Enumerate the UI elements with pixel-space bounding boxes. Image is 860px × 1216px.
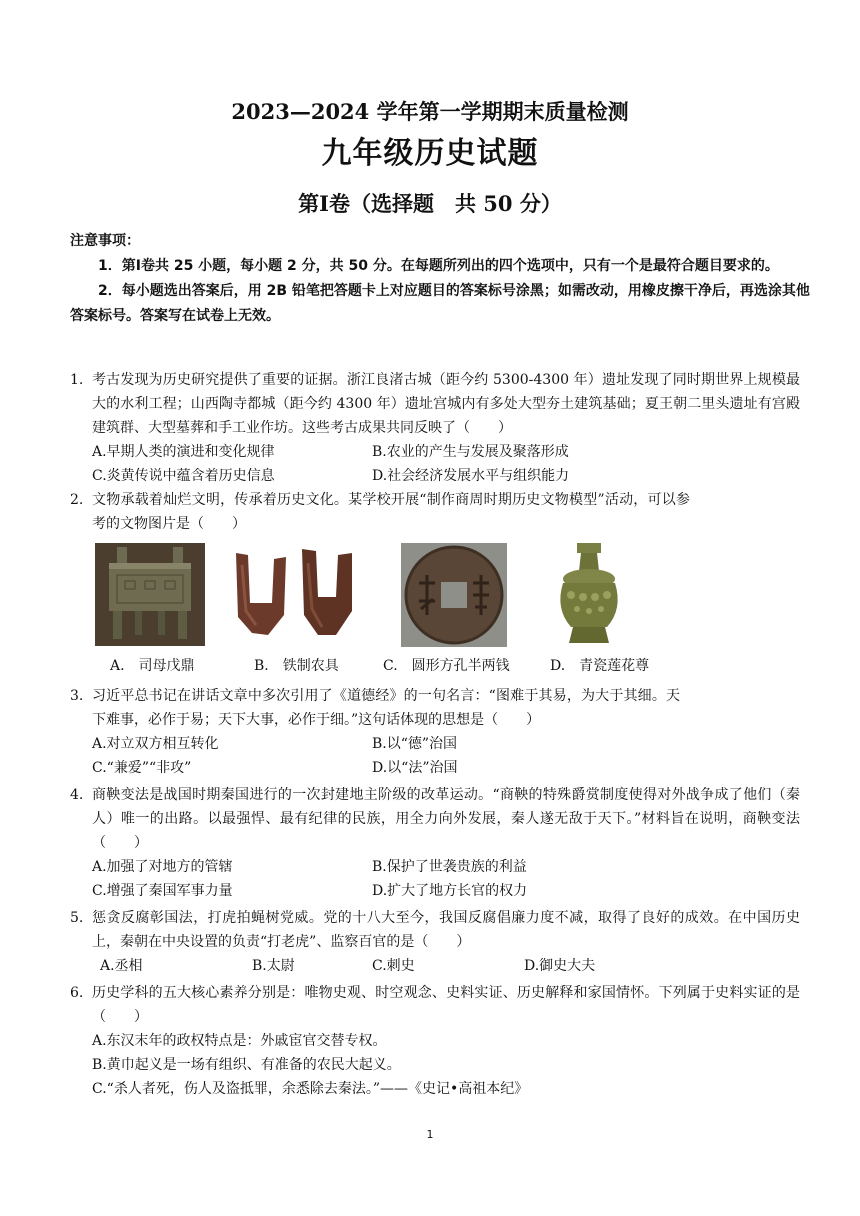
option-d: D.以“法”治国 [372, 760, 458, 776]
question-stem: 惩贪反腐彰国法，打虎拍蝇树党威。党的十八大至今，我国反腐倡廉力度不减，取得了良好的成效。在中国历史上，秦朝在中央设置的负责“打老虎”、监察百官的是（ ） [92, 910, 800, 950]
option-d: D.扩大了地方长官的权力 [372, 883, 528, 899]
banliang-coin-image [401, 543, 507, 647]
option-c: C.“杀人者死，伤人及盗抵罪，余悉除去秦法。”——《史记•高祖本纪》 [92, 1081, 529, 1097]
question-number: 4. [70, 787, 84, 803]
question-1 [70, 368, 800, 488]
question-stem: 考古发现为历史研究提供了重要的证据。浙江良渚古城（距今约 5300-4300 年）遗址发现了同时期世界上规模最大的水利工程；山西陶寺都城（距今约 4300 年）遗址宫城内有多处大型夯土建筑基础；夏王朝二里头遗址有宫殿建筑群、大型墓葬和手工业作坊。这些考古成果共同反映了（ ） [92, 372, 800, 436]
instruction-item-1: 1．第Ⅰ卷共 25 小题，每小题 2 分，共 50 分。在每题所列出的四个选项中，只有一个是最符合题目要求的。 [98, 258, 779, 274]
instructions-heading: 注意事项： [70, 233, 140, 249]
question-number: 2. [70, 492, 84, 508]
option-b: B.农业的产生与发展及聚落形成 [372, 444, 569, 460]
option-d: D.社会经济发展水平与组织能力 [372, 468, 570, 484]
caption-d: D. 青瓷莲花尊 [550, 658, 650, 674]
option-a: A.丞相 [100, 958, 143, 974]
page-number: 1 [426, 1128, 434, 1141]
option-a: A.加强了对地方的管辖 [92, 859, 233, 875]
question-stem: 文物承载着灿烂文明，传承着历史文化。某学校开展“制作商周时期历史文物模型”活动，可以参考的文物图片是（ ） [92, 492, 690, 532]
option-b: B.黄巾起义是一场有组织、有准备的农民大起义。 [92, 1057, 401, 1073]
instruction-item-2: 2．每小题选出答案后，用 2B 铅笔把答题卡上对应题目的答案标号涂黑；如需改动，用橡皮擦干净后，再选涂其他答案标号。答案写在试卷上无效。 [70, 283, 810, 324]
option-c: C.炎黄传说中蕴含着历史信息 [92, 468, 275, 484]
option-b: B.以“德”治国 [372, 736, 458, 752]
question-number: 5. [70, 910, 84, 926]
option-d: D.御史大夫 [524, 958, 596, 974]
question-number: 3. [70, 688, 84, 704]
celadon-lotus-zun-image [553, 543, 625, 647]
question-4 [70, 783, 800, 903]
question-2 [70, 488, 800, 536]
exam-term-line: 2023—2024 学年第一学期期末质量检测 [231, 99, 629, 124]
option-a: A.对立双方相互转化 [92, 736, 219, 752]
option-c: C.增强了秦国军事力量 [92, 883, 233, 899]
option-c: C.刺史 [372, 958, 415, 974]
artifact-images [95, 543, 715, 648]
exam-title: 九年级历史试题 [321, 136, 539, 171]
question-stem: 商鞅变法是战国时期秦国进行的一次封建地主阶级的改革运动。“商鞅的特殊爵赏制度使得对外战争成了他们（秦人）唯一的出路。以最强悍、最有纪律的民族，用全力向外发展，秦人遂无敌于天下。”材料旨在说明，商鞅变法（ ） [92, 787, 800, 851]
question-3 [70, 684, 800, 780]
option-a: A.东汉末年的政权特点是：外戚宦官交替专权。 [92, 1033, 387, 1049]
question-stem: 习近平总书记在讲话文章中多次引用了《道德经》的一句名言：“图难于其易，为大于其细。天下难事，必作于易；天下大事，必作于细。”这句话体现的思想是（ ） [92, 688, 680, 728]
question-6 [70, 981, 800, 1101]
iron-farm-tool-image [228, 545, 364, 643]
section-title: 第Ⅰ卷（选择题 共 50 分） [298, 191, 562, 216]
option-b: B.保护了世袭贵族的利益 [372, 859, 527, 875]
instructions [70, 229, 810, 329]
caption-b: B. 铁制农具 [254, 658, 339, 674]
option-b: B.太尉 [252, 958, 295, 974]
bronze-ding-image [95, 543, 205, 646]
question-5 [70, 906, 800, 978]
option-a: A.早期人类的演进和变化规律 [92, 444, 275, 460]
option-c: C.“兼爱”“非攻” [92, 760, 192, 776]
question-number: 1. [70, 372, 84, 388]
question-number: 6. [70, 985, 84, 1001]
question-stem: 历史学科的五大核心素养分别是：唯物史观、时空观念、史料实证、历史解释和家国情怀。下列属于史料实证的是（ ） [92, 985, 800, 1025]
caption-a: A. 司母戊鼎 [110, 658, 195, 674]
caption-c: C. 圆形方孔半两钱 [383, 658, 510, 674]
